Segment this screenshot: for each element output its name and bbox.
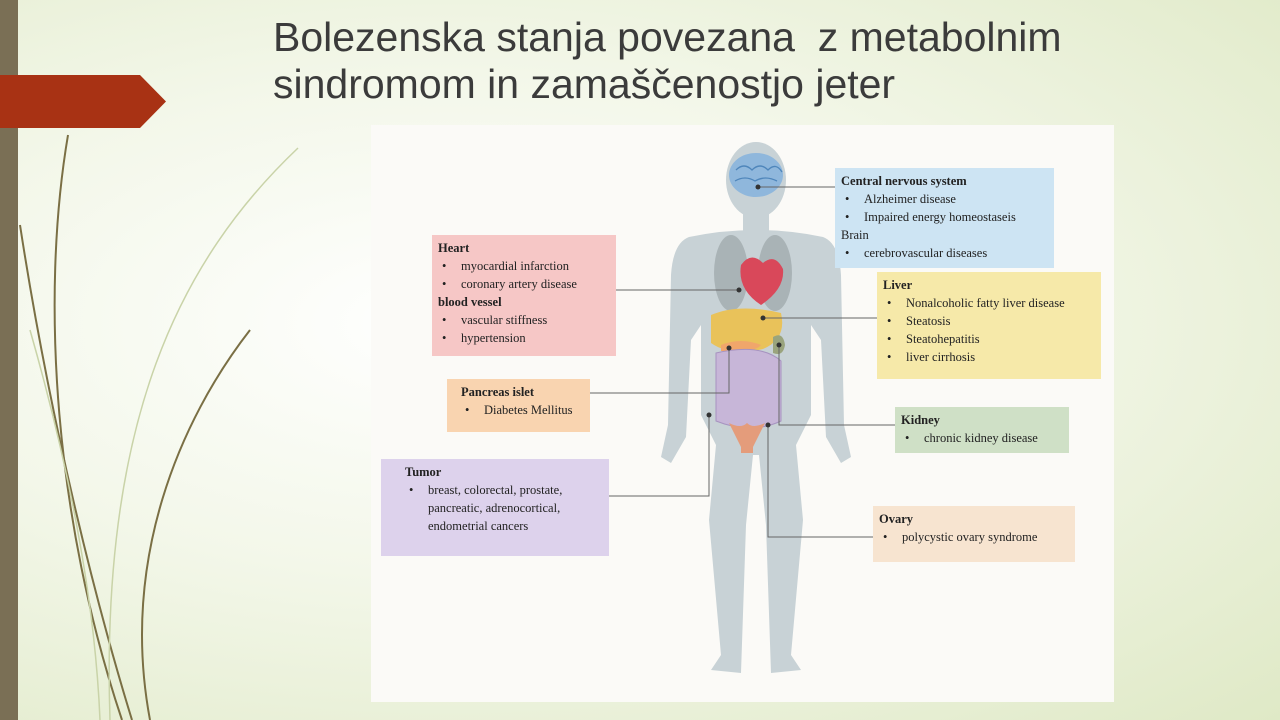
- heart-box: [432, 235, 616, 356]
- blood-vessel-subheading: blood vessel: [438, 295, 502, 309]
- metabolic-syndrome-diagram: [371, 125, 1114, 702]
- tumor-item-continued: pancreatic, adrenocortical,: [428, 501, 561, 515]
- cns-item: • Alzheimer disease: [841, 190, 1048, 208]
- deco-line: [20, 225, 132, 720]
- brain-subheading: Brain: [841, 228, 869, 242]
- brain-item: • cerebrovascular diseases: [841, 244, 1048, 262]
- deco-line: [109, 148, 298, 720]
- tumor-item: • breast, colorectal, prostate,: [405, 481, 603, 499]
- cns-heading: Central nervous system: [841, 174, 967, 188]
- pancreas-item: • Diabetes Mellitus: [461, 401, 584, 419]
- tumor-box: [381, 459, 609, 556]
- slide-title: Bolezenska stanja povezana z metabolnim sindromom in zamaščenostjo jeter: [273, 14, 1073, 107]
- tumor-heading: Tumor: [405, 465, 442, 479]
- ovary-item: • polycystic ovary syndrome: [879, 528, 1069, 546]
- pancreas-box: [447, 379, 590, 432]
- kidney-heading: Kidney: [901, 413, 940, 427]
- ovary-box: [873, 506, 1075, 562]
- blood-vessel-item: • vascular stiffness: [438, 311, 610, 329]
- liver-item: • Steatosis: [883, 312, 1095, 330]
- liver-box: [877, 272, 1101, 379]
- heart-item: • myocardial infarction: [438, 257, 610, 275]
- kidney-box: [895, 407, 1069, 453]
- intestine-illustration: [716, 349, 781, 428]
- kidney-item: • chronic kidney disease: [901, 429, 1063, 447]
- liver-item: • liver cirrhosis: [883, 348, 1095, 366]
- title-accent-tab: [0, 75, 166, 128]
- tumor-item-continued: endometrial cancers: [428, 519, 529, 533]
- cns-box: [835, 168, 1054, 268]
- liver-item: • Steatohepatitis: [883, 330, 1095, 348]
- brain-illustration: [729, 153, 783, 197]
- blood-vessel-item: • hypertension: [438, 329, 610, 347]
- liver-heading: Liver: [883, 278, 913, 292]
- ovary-heading: Ovary: [879, 512, 914, 526]
- deco-line: [30, 330, 100, 720]
- cns-item: • Impaired energy homeostaseis: [841, 208, 1048, 226]
- deco-line: [55, 135, 122, 720]
- liver-item: • Nonalcoholic fatty liver disease: [883, 294, 1095, 312]
- pancreas-heading: Pancreas islet: [461, 385, 535, 399]
- deco-line: [142, 330, 250, 720]
- connector-line: [609, 415, 709, 496]
- heart-item: • coronary artery disease: [438, 275, 610, 293]
- heart-heading: Heart: [438, 241, 470, 255]
